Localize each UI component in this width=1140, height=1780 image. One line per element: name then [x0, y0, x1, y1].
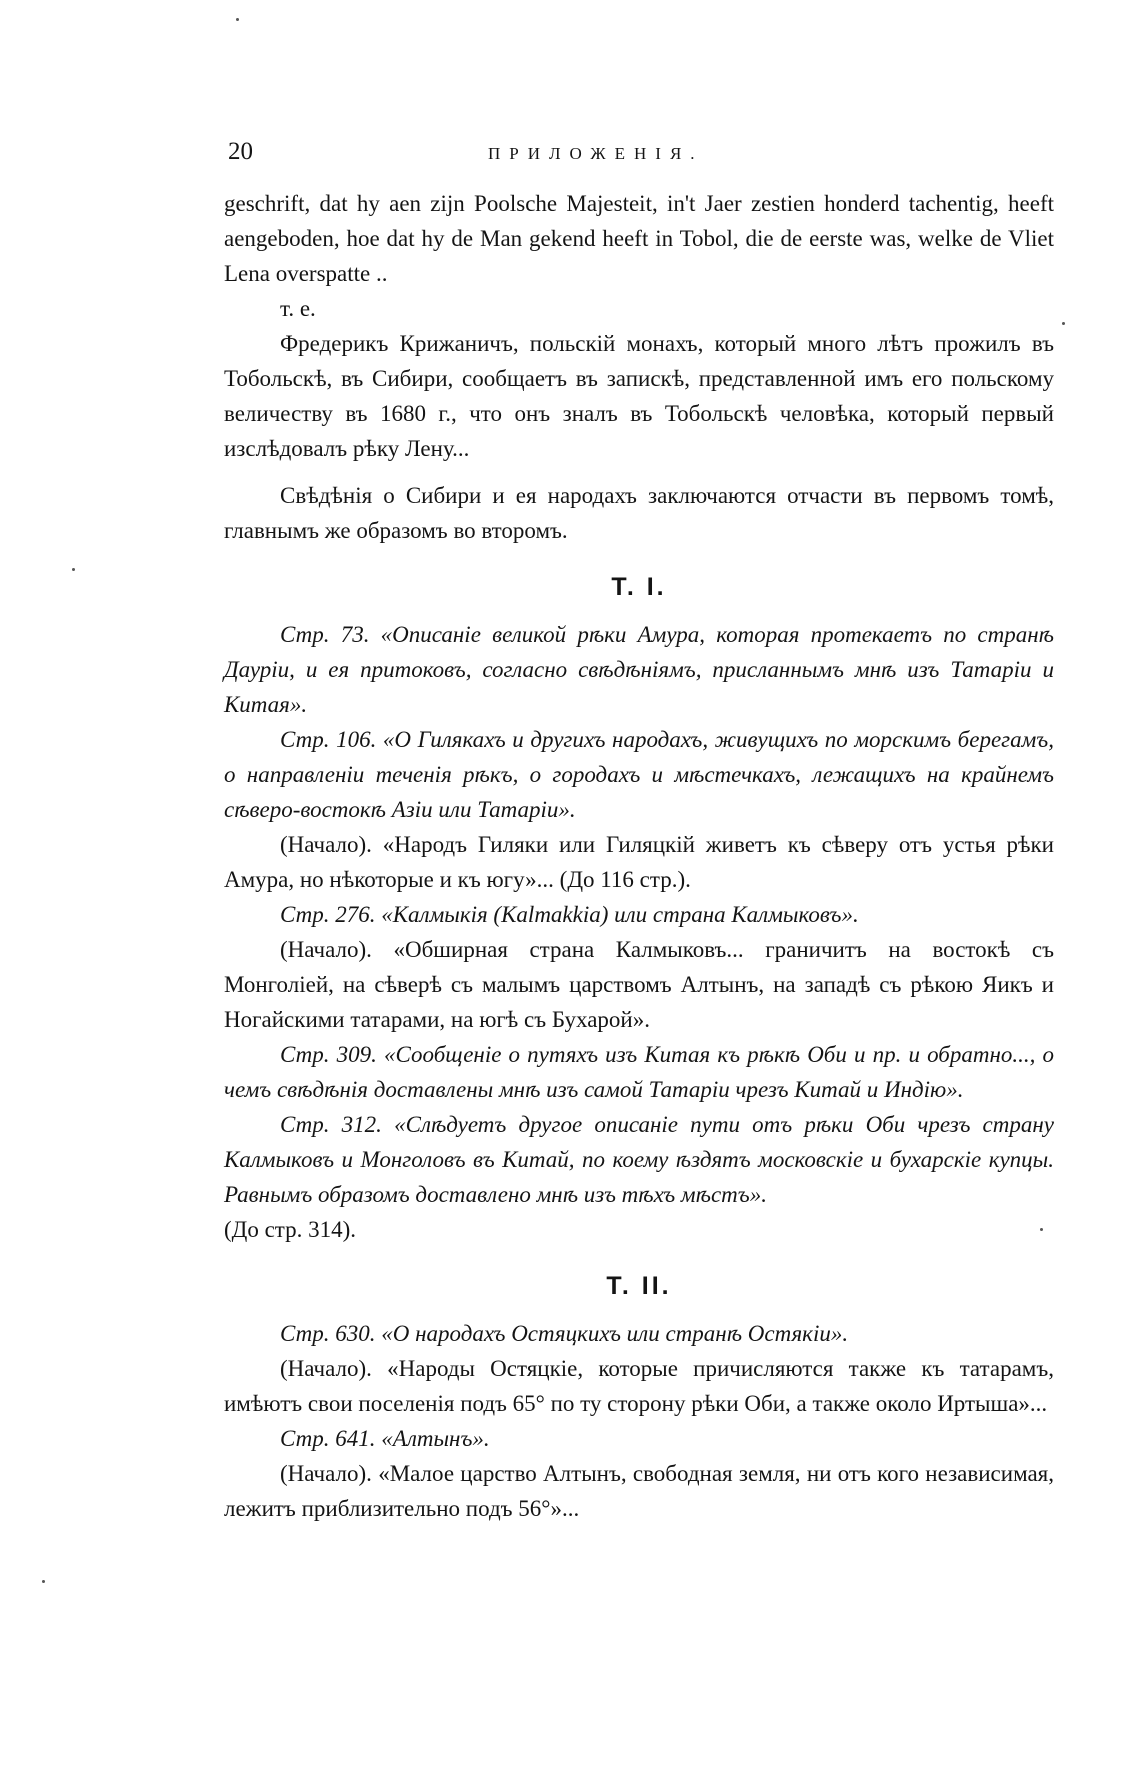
entry-page-312: Стр. 312. «Слѣдуетъ другое описаніе пути отъ рѣки Оби чрезъ страну Калмыковъ и Монголовъ въ Китай, по коему ѣздятъ московскіе и бухарскіе купцы. Равнымъ образомъ доставлено мнѣ изъ тѣхъ мѣстъ». [224, 1112, 1054, 1207]
entry-page-309: Стр. 309. «Сообщеніе о путяхъ изъ Китая къ рѣкѣ Оби и пр. и обратно..., о чемъ свѣдѣнія доставлены мнѣ изъ самой Татаріи чрезъ Китай и Индію». [224, 1042, 1054, 1102]
summary-paragraph: Свѣдѣнія о Сибири и ея народахъ заключаются отчасти въ первомъ томѣ, главнымъ же образомъ во второмъ. [224, 483, 1054, 543]
entry-page-106-start: (Начало). «Народъ Гиляки или Гиляцкій живетъ къ сѣверу отъ устья рѣки Амура, но нѣкоторые и къ югу»... (До 116 стр.). [224, 832, 1054, 892]
page-number: 20 [228, 138, 253, 165]
volume-2-heading: Т. II. [606, 1272, 672, 1300]
scan-speck [236, 18, 239, 21]
translation-paragraph: Фредерикъ Крижаничъ, польскій монахъ, который много лѣтъ прожилъ въ Тобольскѣ, въ Сибири, сообщаетъ въ запискѣ, представленной имъ его польскому величеству въ 1680 г., что онъ зналъ въ Тобольскѣ человѣка, который первый изслѣдовалъ рѣку Лену... [224, 331, 1054, 461]
dutch-quote: geschrift, dat hy aen zijn Poolsche Majesteit, in't Jaer zestien honderd tachentig, heeft aengeboden, hoe dat hy de Man gekend heeft in Tobol, die de eerste was, welke de Vliet Lena overspatte .. [224, 191, 1054, 286]
page-header [228, 138, 1048, 178]
te-abbreviation: т. е. [280, 296, 316, 321]
entry-page-276: Стр. 276. «Калмыкія (Kalmakkia) или страна Калмыковъ». [280, 902, 859, 927]
scan-speck [1040, 1228, 1043, 1231]
entry-page-106: Стр. 106. «О Гилякахъ и другихъ народахъ, живущихъ по морскимъ берегамъ, о направленіи теченія рѣкъ, о городахъ и мѣстечкахъ, лежащихъ на крайнемъ сѣверо-востокѣ Азіи или Татаріи». [224, 727, 1054, 822]
entry-page-312-end: (До стр. 314). [224, 1217, 357, 1242]
scan-speck [1062, 322, 1065, 325]
entry-page-641-start: (Начало). «Малое царство Алтынъ, свободная земля, ни отъ кого независимая, лежитъ приблизительно подъ 56°»... [224, 1461, 1054, 1521]
entry-page-276-start: (Начало). «Обширная страна Калмыковъ... граничитъ на востокѣ съ Монголіей, на сѣверѣ съ малымъ царствомъ Алтынъ, на западѣ съ рѣкою Яикъ и Ногайскими татарами, на югѣ съ Бухарой». [224, 937, 1054, 1032]
scan-speck [72, 568, 75, 571]
scan-speck [42, 1580, 45, 1583]
volume-1-heading: Т. I. [611, 573, 667, 601]
body-text [224, 186, 1054, 1526]
entry-page-73: Стр. 73. «Описаніе великой рѣки Амура, которая протекаетъ по странѣ Дауріи, и ея притоковъ, согласно свѣдѣніямъ, присланнымъ мнѣ изъ Татаріи и Китая». [224, 622, 1054, 717]
entry-page-630: Стр. 630. «О народахъ Остяцкихъ или странѣ Остякіи». [280, 1321, 849, 1346]
entry-page-630-start: (Начало). «Народы Остяцкіе, которые причисляются также къ татарамъ, имѣютъ свои поселенія подъ 65° по ту сторону рѣки Оби, а также около Иртыша»... [224, 1356, 1054, 1416]
running-head: ПРИЛОЖЕНІЯ. [488, 144, 704, 163]
entry-page-641: Стр. 641. «Алтынъ». [280, 1426, 490, 1451]
